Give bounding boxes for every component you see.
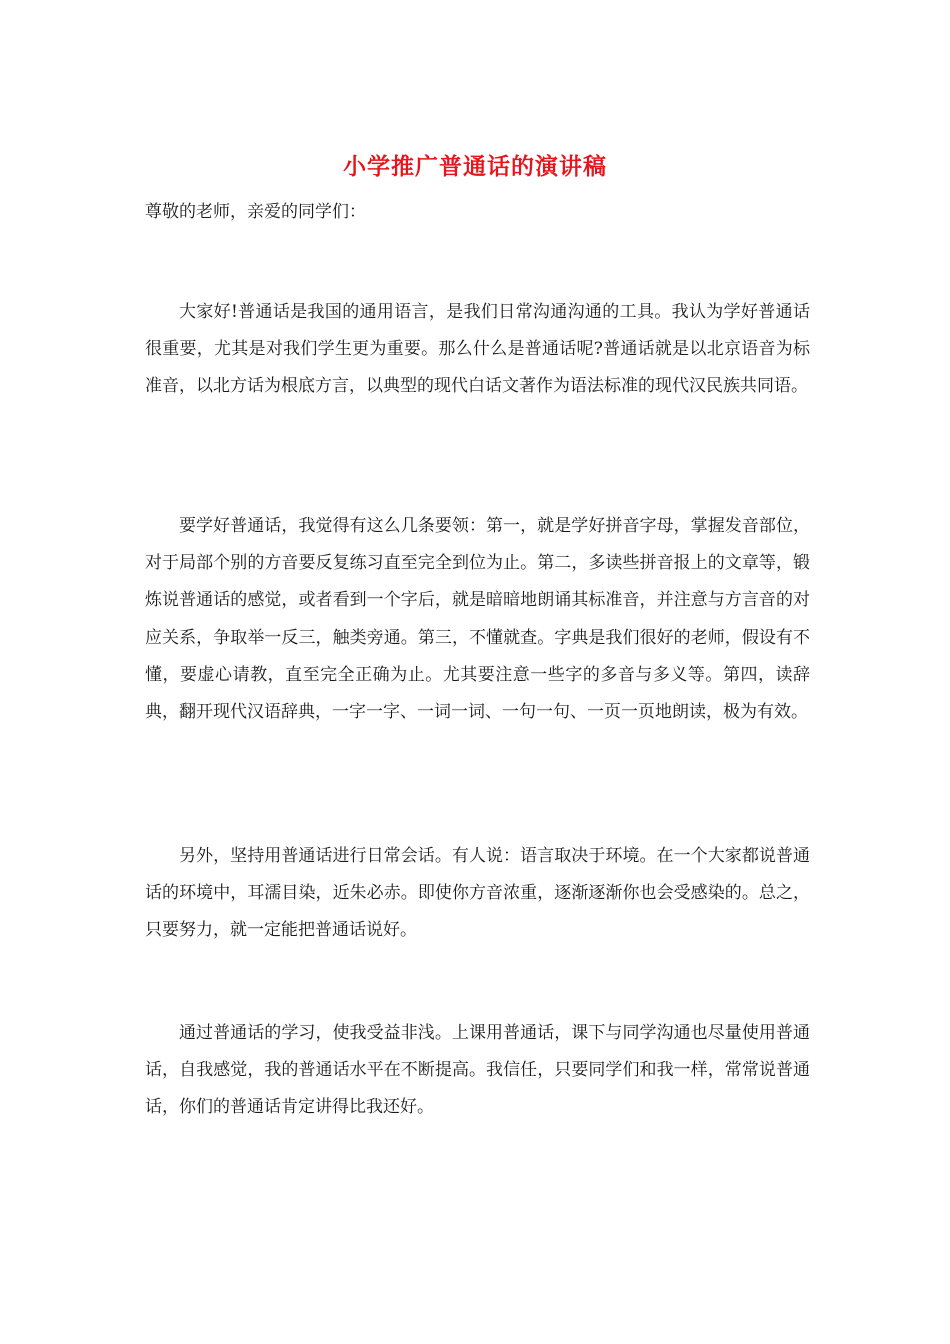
paragraph-3: 另外，坚持用普通话进行日常会话。有人说：语言取决于环境。在一个大家都说普通话的环境中，耳濡目染，近朱必赤。即使你方音浓重，逐渐逐渐你也会受感染的。总之，只要努力，就一定能把普通话说好。 — [145, 846, 810, 941]
paragraph-1: 大家好!普通话是我国的通用语言，是我们日常沟通沟通的工具。我认为学好普通话很重要，尤其是对我们学生更为重要。那么什么是普通话呢?普通话就是以北京语音为标准音，以北方话为根底方言，以典型的现代白话文著作为语法标准的现代汉民族共同语。 — [145, 302, 810, 397]
paragraph-4: 通过普通话的学习，使我受益非浅。上课用普通话，课下与同学沟通也尽量使用普通话，自我感觉，我的普通话水平在不断提高。我信任，只要同学们和我一样，常常说普通话，你们的普通话肯定讲得比我还好。 — [145, 1023, 810, 1118]
salutation: 尊敬的老师，亲爱的同学们： — [145, 202, 366, 222]
document-title: 小学推广普通话的演讲稿 — [343, 153, 607, 180]
paragraph-2: 要学好普通话，我觉得有这么几条要领：第一，就是学好拼音字母，掌握发音部位，对于局部个别的方音要反复练习直至完全到位为止。第二，多读些拼音报上的文章等，锻炼说普通话的感觉，或者看到一个字后，就是暗暗地朗诵其标准音，并注意与方言音的对应关系，争取举一反三，触类旁通。第三，不懂就查。字典是我们很好的老师，假设有不懂，要虚心请教，直至完全正确为止。尤其要注意一些字的多音与多义等。第四，读辞典，翻开现代汉语辞典，一字一字、一词一词、一句一句、一页一页地朗读，极为有效。 — [145, 516, 810, 723]
